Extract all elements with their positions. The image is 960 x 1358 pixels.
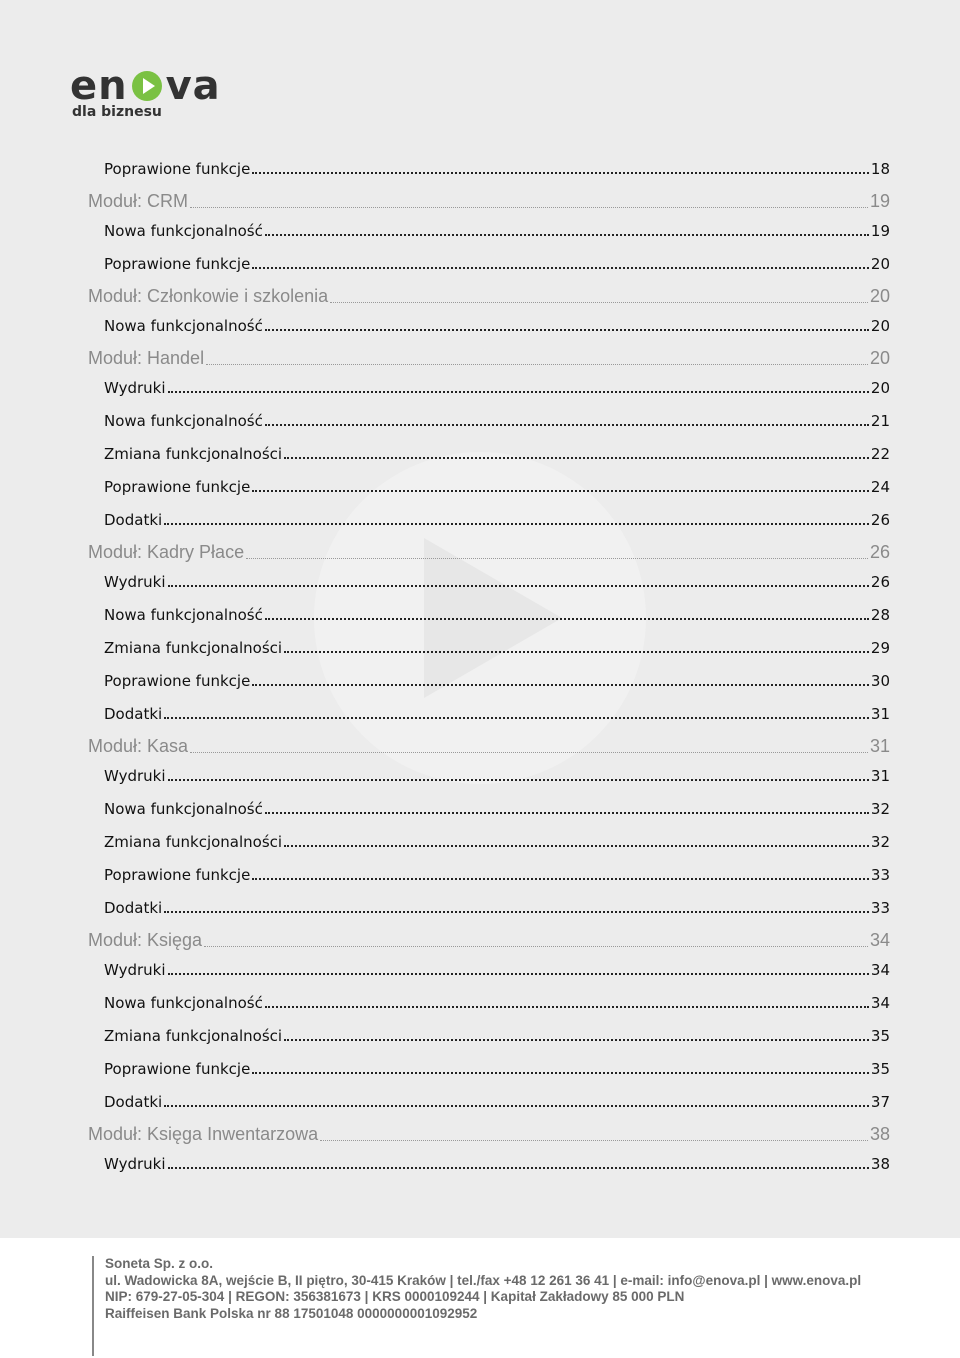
toc-entry-module[interactable] [88,542,890,563]
footer-registry: NIP: 679-27-05-304 | REGON: 356381673 | KRS 0000109244 | Kapitał Zakładowy 85 000 PLN [105,1289,685,1304]
toc-entry[interactable] [104,866,890,884]
toc-entry[interactable] [104,222,890,240]
toc-dot-leader [206,363,868,365]
toc-entry-title: Zmiana funkcjonalności [104,445,283,463]
toc-dot-leader [284,650,869,653]
toc-dot-leader [252,683,869,686]
toc-entry[interactable] [104,1155,890,1173]
toc-entry[interactable] [104,606,890,624]
toc-dot-leader [190,206,868,208]
toc-entry[interactable] [104,1060,890,1078]
toc-dot-leader [330,301,868,303]
toc-entry-page: 20 [870,317,890,335]
toc-dot-leader [320,1139,868,1141]
toc-entry-title: Wydruki [104,961,166,979]
toc-entry-page: 32 [870,833,890,851]
toc-entry-title: Nowa funkcjonalność [104,606,263,624]
toc-entry-page: 32 [870,800,890,818]
toc-entry[interactable] [104,412,890,430]
toc-entry[interactable] [104,255,890,273]
logo-word-right: va [165,63,221,109]
toc-entry-title: Moduł: Księga Inwentarzowa [88,1124,319,1144]
toc-entry[interactable] [104,899,890,917]
toc-entry-page: 31 [869,736,890,756]
toc-entry[interactable] [104,317,890,335]
toc-entry-title: Poprawione funkcje [104,1060,251,1078]
toc-dot-leader [265,1005,869,1008]
toc-entry-page: 18 [870,160,890,178]
toc-entry-page: 34 [870,961,890,979]
toc-entry-title: Zmiana funkcjonalności [104,1027,283,1045]
toc-entry-title: Moduł: Członkowie i szkolenia [88,286,329,306]
toc-dot-leader [252,489,869,492]
footer-address: ul. Wadowicka 8A, wejście B, II piętro, 30-415 Kraków | tel./fax +48 12 261 36 41 | e-mail: info@enova.pl | www.enova.pl [105,1272,862,1288]
toc-dot-leader [252,171,869,174]
toc-entry-page: 33 [870,899,890,917]
toc-dot-leader [164,716,869,719]
toc-entry-title: Moduł: Kadry Płace [88,542,245,562]
toc-dot-leader [168,972,869,975]
toc-entry-title: Wydruki [104,767,166,785]
footer-bank: Raiffeisen Bank Polska nr 88 17501048 0000000001092952 [105,1305,478,1321]
logo-word-left: en [70,63,128,109]
toc-entry-title: Moduł: Handel [88,348,205,368]
toc-entry-title: Poprawione funkcje [104,160,251,178]
toc-entry-title: Poprawione funkcje [104,255,251,273]
toc-dot-leader [284,844,869,847]
footer-text [105,1256,861,1322]
toc-entry-module[interactable] [88,736,890,757]
toc-entry-title: Dodatki [104,899,163,917]
toc-entry[interactable] [104,767,890,785]
toc-entry-module[interactable] [88,348,890,369]
toc-dot-leader [252,1071,869,1074]
toc-entry-title: Zmiana funkcjonalności [104,833,283,851]
toc-entry[interactable] [104,160,890,178]
toc-entry-title: Moduł: Kasa [88,736,189,756]
toc-entry-module[interactable] [88,1124,890,1145]
toc-entry-page: 26 [869,542,890,562]
toc-entry-title: Poprawione funkcje [104,866,251,884]
toc-entry-title: Wydruki [104,379,166,397]
toc-entry[interactable] [104,1093,890,1111]
toc-entry[interactable] [104,511,890,529]
toc-entry-page: 19 [869,191,890,211]
toc-entry-title: Nowa funkcjonalność [104,317,263,335]
toc-entry-title: Moduł: Księga [88,930,203,950]
toc-entry[interactable] [104,478,890,496]
toc-entry-title: Dodatki [104,511,163,529]
toc-entry-page: 31 [870,705,890,723]
toc-dot-leader [252,266,869,269]
toc-entry[interactable] [104,445,890,463]
toc-entry-page: 35 [870,1060,890,1078]
toc-entry[interactable] [104,639,890,657]
toc-entry[interactable] [104,1027,890,1045]
toc-dot-leader [246,557,868,559]
toc-entry[interactable] [104,573,890,591]
toc-entry-title: Poprawione funkcje [104,672,251,690]
toc-entry-page: 35 [870,1027,890,1045]
toc-entry[interactable] [104,800,890,818]
toc-entry-title: Wydruki [104,573,166,591]
toc-entry-module[interactable] [88,191,890,212]
toc-dot-leader [168,778,869,781]
toc-entry-title: Dodatki [104,1093,163,1111]
toc-entry[interactable] [104,994,890,1012]
toc-entry-page: 29 [870,639,890,657]
toc-entry-page: 22 [870,445,890,463]
toc-entry-page: 38 [870,1155,890,1173]
toc-entry[interactable] [104,379,890,397]
toc-entry-title: Zmiana funkcjonalności [104,639,283,657]
toc-entry-page: 28 [870,606,890,624]
toc-entry-page: 20 [869,286,890,306]
footer [0,1238,960,1358]
toc-dot-leader [265,233,869,236]
toc-entry[interactable] [104,672,890,690]
toc-dot-leader [190,751,868,753]
toc-entry-title: Poprawione funkcje [104,478,251,496]
toc-entry-page: 26 [870,573,890,591]
toc-entry-page: 37 [870,1093,890,1111]
toc-entry-page: 19 [870,222,890,240]
toc-entry-page: 30 [870,672,890,690]
toc-dot-leader [168,1166,869,1169]
toc-entry-title: Dodatki [104,705,163,723]
toc-dot-leader [168,584,869,587]
toc-entry-title: Nowa funkcjonalność [104,994,263,1012]
toc-entry-page: 38 [869,1124,890,1144]
toc-entry[interactable] [104,961,890,979]
toc-entry-title: Nowa funkcjonalność [104,412,263,430]
logo-subtitle: dla biznesu [72,104,162,120]
toc-entry-page: 34 [869,930,890,950]
toc-entry-page: 34 [870,994,890,1012]
toc-dot-leader [164,1104,869,1107]
footer-divider [92,1256,94,1356]
toc-entry-page: 24 [870,478,890,496]
toc-entry-module[interactable] [88,286,890,307]
footer-company: Soneta Sp. z o.o. [105,1256,214,1271]
toc-entry-page: 33 [870,866,890,884]
toc-entry-page: 26 [870,511,890,529]
toc-dot-leader [204,945,868,947]
toc-entry-title: Nowa funkcjonalność [104,800,263,818]
toc-dot-leader [265,328,869,331]
toc-dot-leader [284,456,869,459]
toc-dot-leader [164,522,869,525]
toc-entry[interactable] [104,833,890,851]
toc-entry-page: 20 [870,255,890,273]
toc-entry-title: Moduł: CRM [88,191,189,211]
toc-dot-leader [265,811,869,814]
toc-dot-leader [252,877,869,880]
toc-dot-leader [284,1038,869,1041]
toc-entry-page: 20 [870,379,890,397]
toc-entry-page: 31 [870,767,890,785]
toc-dot-leader [164,910,869,913]
toc-entry-title: Wydruki [104,1155,166,1173]
toc-entry[interactable] [104,705,890,723]
toc-entry-title: Nowa funkcjonalność [104,222,263,240]
toc-entry-page: 21 [870,412,890,430]
toc-dot-leader [265,617,869,620]
toc-dot-leader [265,423,869,426]
toc-dot-leader [168,390,869,393]
toc-entry-page: 20 [869,348,890,368]
toc-entry-module[interactable] [88,930,890,951]
